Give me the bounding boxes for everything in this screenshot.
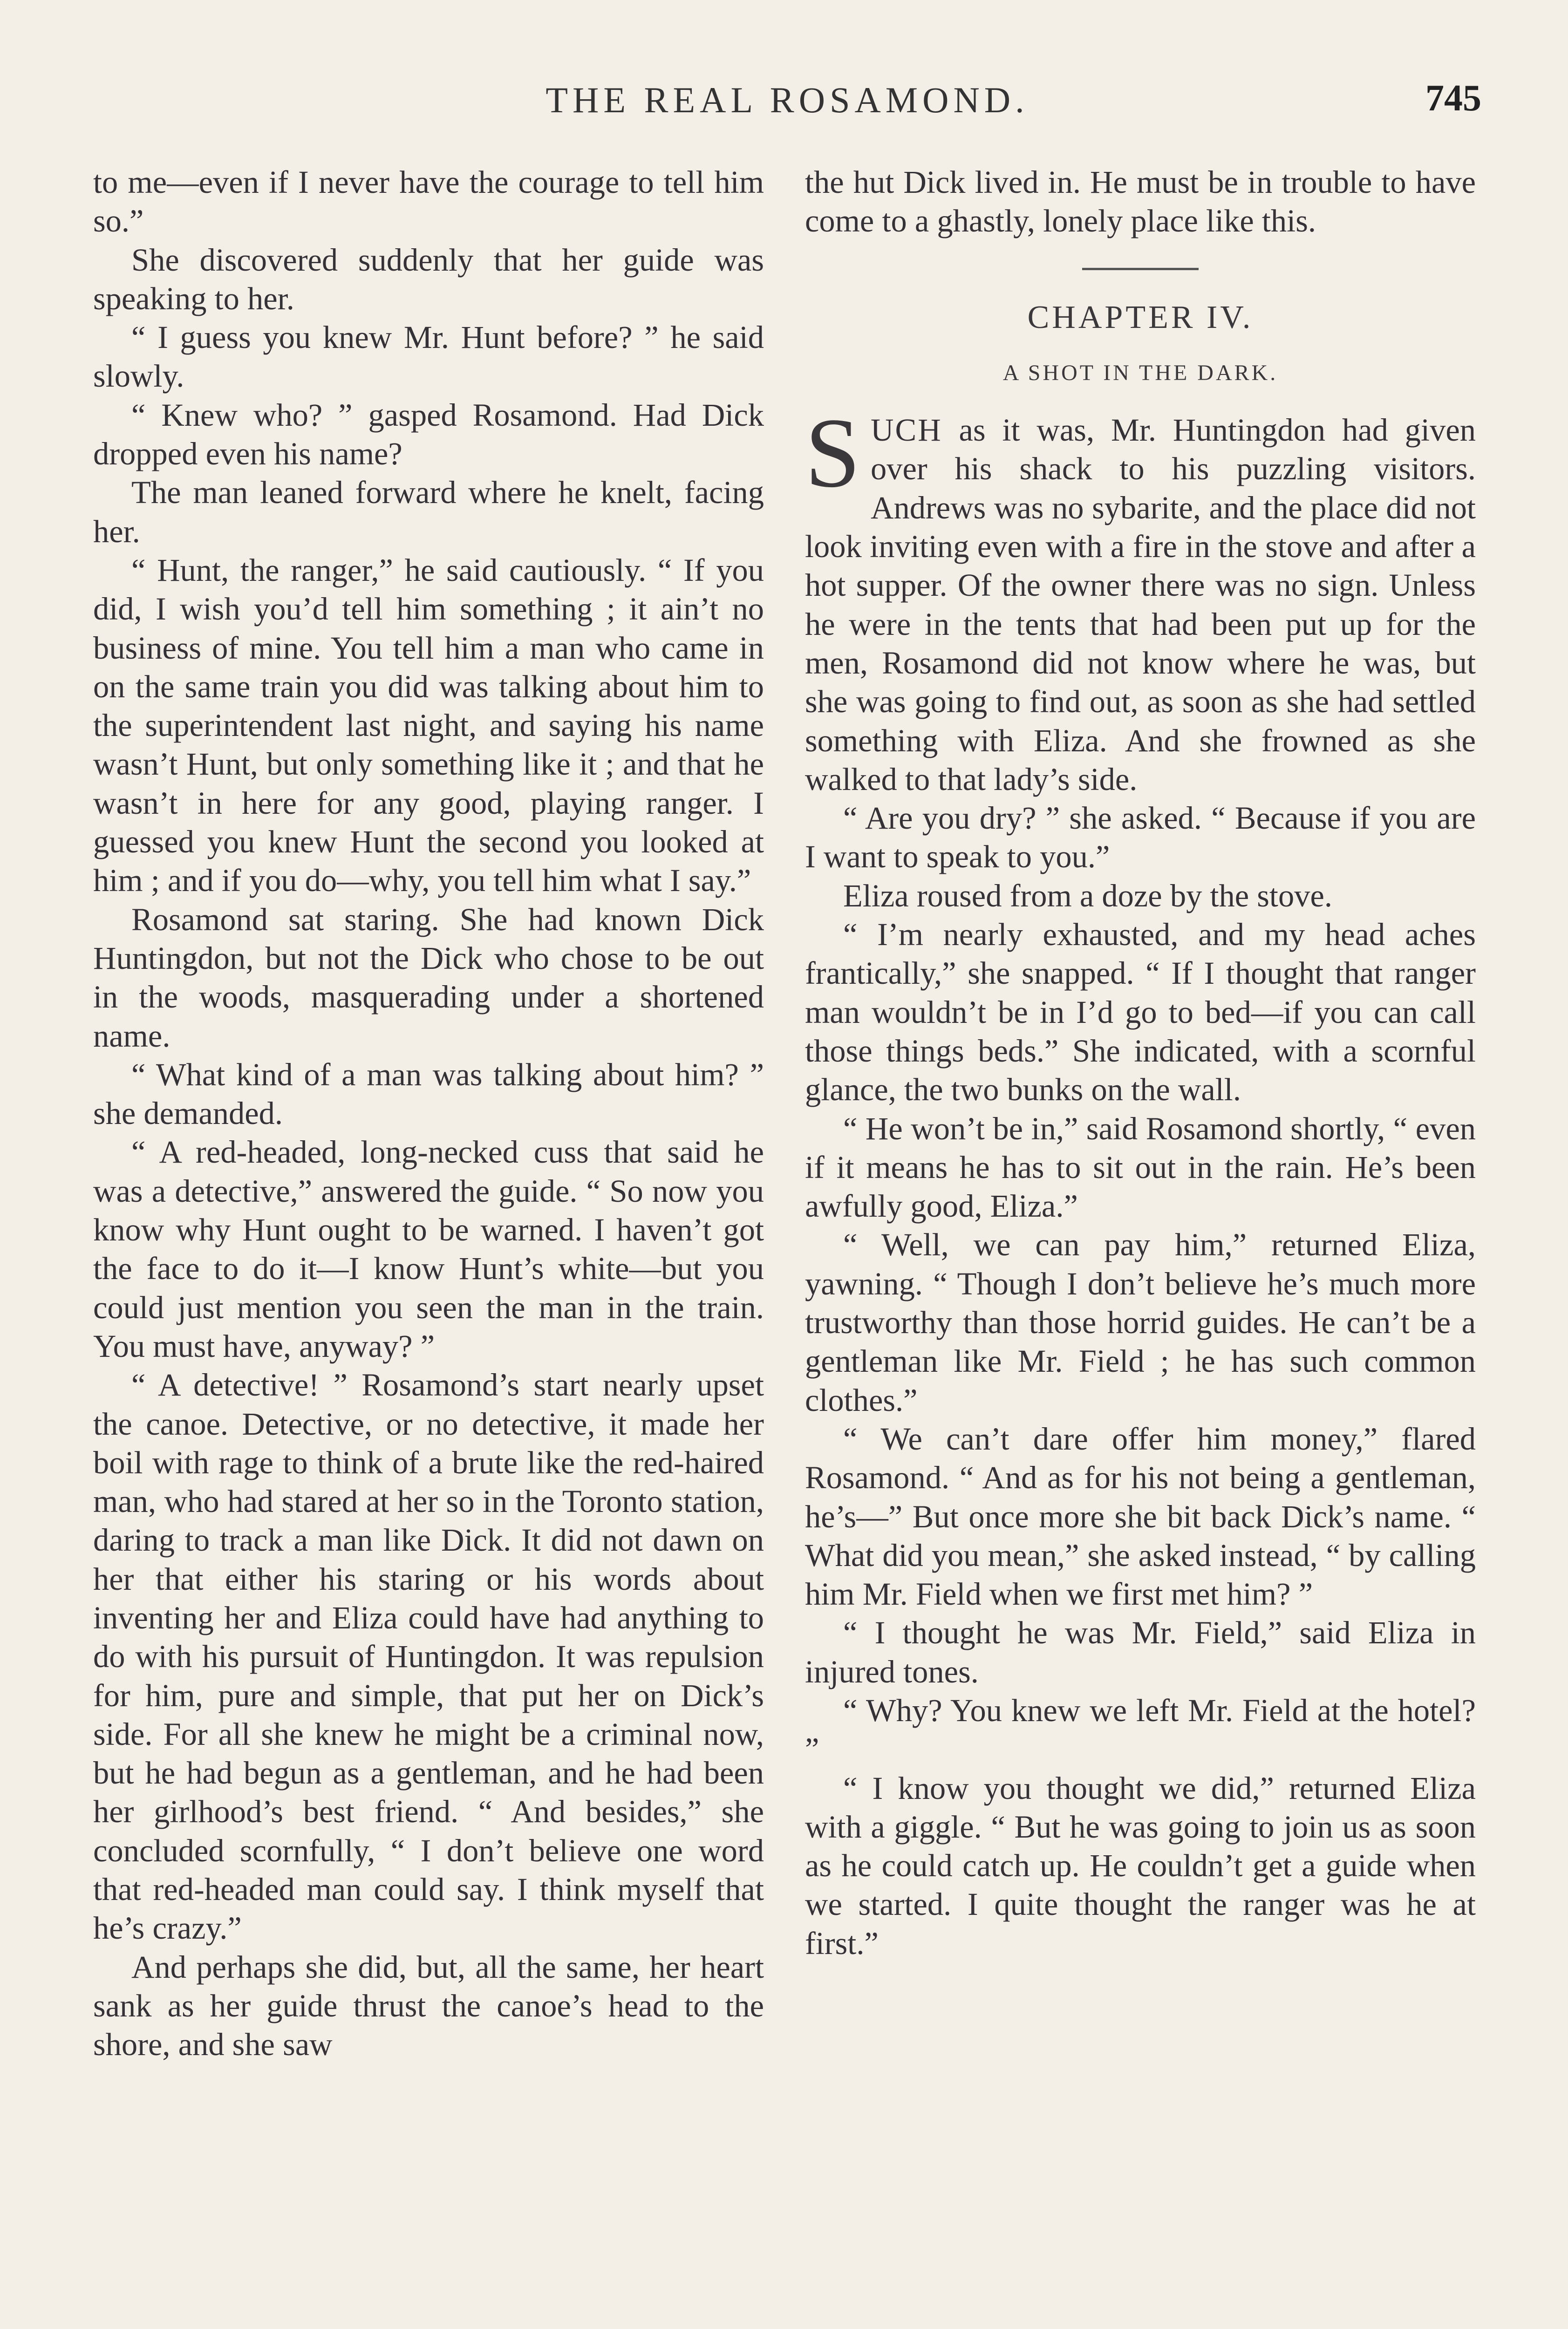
paragraph: “ Knew who? ” gasped Rosamond. Had Dick dropped even his name? [93,397,764,472]
paragraph: “ Well, we can pay him,” returned Eliza, yawning. “ Though I don’t believe he’s much more trustworthy than those horrid guides. He can’t be a gentleman like Mr. Field ; he has such common clothes.” [805,1227,1476,1418]
paragraph: “ Why? You knew we left Mr. Field at the hotel? ” [805,1692,1476,1767]
paragraph: “ What kind of a man was talking about him? ” she demanded. [93,1056,764,1131]
paragraph: the hut Dick lived in. He must be in trouble to have come to a ghastly, lonely place like this. [805,164,1476,239]
paragraph: “ I know you thought we did,” returned Eliza with a giggle. “ But he was going to join us as soon as he could catch up. He couldn’t get a guide when we started. I quite thought the ranger was he at first.” [805,1770,1476,1961]
paragraph: “ A detective! ” Rosamond’s start nearly upset the canoe. Detective, or no detective, it made her boil with rage to think of a brute like the red-haired man, who had stared at her so in the Toronto station, daring to track a man like Dick. It did not dawn on her that either his staring or his words about inventing her and Eliza could have had anything to do with his pursuit of Huntingdon. It was repulsion for him, pure and simple, that put her on Dick’s side. For all she knew he might be a criminal now, but he had begun as a gentleman, and he had been her girlhood’s best friend. “ And besides,” she concluded scornfully, “ I don’t believe one word that red-headed man could say. I think myself that he’s crazy.” [93,1367,764,1946]
paragraph: She discovered suddenly that her guide was speaking to her. [93,242,764,316]
paragraph: “ A red-headed, long-necked cuss that said he was a detective,” answered the guide. “ So now you know why Hunt ought to be warned. I haven’t got the face to do it—I know Hunt’s white—but you could just mention you seen the man in the train. You must have, anyway? ” [93,1134,764,1364]
paragraph: “ We can’t dare offer him money,” flared Rosamond. “ And as for his not being a gentleman, he’s—” But once more she bit back Dick’s name. “ What did you mean,” she asked instead, “ by calling him Mr. Field when we first met him? ” [805,1421,1476,1612]
opening-text: as it was, Mr. Huntingdon had given over his shack to his puzzling visitors. Andrews was no sybarite, and the place did not look inviting even with a fire in the stove and after a hot supper. Of the owner there was no sign. Unless he were in the tents that had been put up for the men, Rosamond did not know where he was, but she was going to find out, as soon as she had settled something with Eliza. And she frowned as she walked to that lady’s side. [805,412,1476,797]
paragraph: to me—even if I never have the courage to tell him so.” [93,164,764,239]
paragraph: And perhaps she did, but, all the same, her heart sank as her guide thrust the canoe’s head to the shore, and she saw [93,1949,764,2063]
chapter-subheading: A SHOT IN THE DARK. [1002,360,1278,385]
paragraph: “ Hunt, the ranger,” he said cautiously. “ If you did, I wish you’d tell him something ; it ain’t no business of mine. You tell him a man who came in on the same train you did was talking about him to the superintendent last night, and saying his name wasn’t Hunt, but only something like it ; and that he wasn’t in here for any good, playing ranger. I guessed you knew Hunt the second you looked at him ; and if you do—why, you tell him what I say.” [93,552,764,899]
page-number: 745 [1425,78,1481,119]
paragraph: “ I thought he was Mr. Field,” said Eliza in injured tones. [805,1615,1476,1689]
section-divider [1082,268,1199,270]
paragraph: “ Are you dry? ” she asked. “ Because if you are I want to speak to you.” [805,800,1476,875]
paragraph: “ I guess you knew Mr. Hunt before? ” he said slowly. [93,320,764,394]
drop-cap: S [805,398,861,509]
opening-lead: UCH [871,412,942,448]
paragraph: “ I’m nearly exhausted, and my head aches frantically,” she snapped. “ If I thought that ranger man wouldn’t be in I’d go to bed—if you can call those things beds.” She indicated, with a scornful glance, the two bunks on the wall. [805,917,1476,1108]
chapter-heading: CHAPTER IV. [1027,299,1254,335]
right-column [805,163,1476,1963]
paragraph: The man leaned forward where he knelt, facing her. [93,475,764,549]
left-column [93,163,764,2064]
running-head [93,79,1481,130]
paragraph: Rosamond sat staring. She had known Dick Huntingdon, but not the Dick who chose to be out in the woods, masquerading under a shortened name. [93,901,764,1054]
paragraph: Eliza roused from a doze by the stove. [843,878,1332,913]
chapter-opening-paragraph [805,398,1476,799]
running-title: THE REAL ROSAMOND. [545,80,1029,120]
paragraph: “ He won’t be in,” said Rosamond shortly, “ even if it means he has to sit out in the rain. He’s been awfully good, Eliza.” [805,1110,1476,1224]
